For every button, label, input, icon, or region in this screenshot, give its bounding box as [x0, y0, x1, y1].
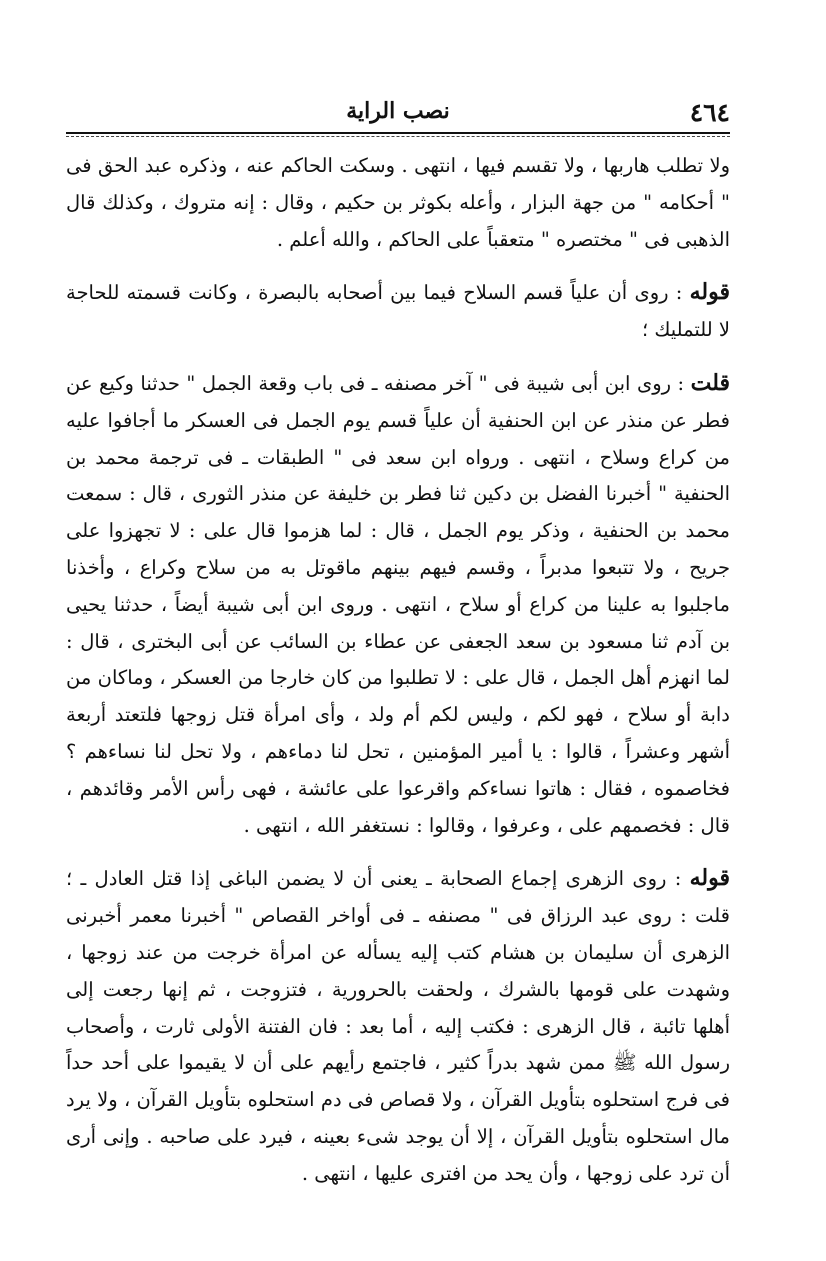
page-number: ٤٦٤	[689, 98, 730, 127]
header-rule-dashed	[66, 136, 730, 137]
paragraph-text: : روى الزهرى إجماع الصحابة ـ يعنى أن لا يضمن الباغى إذا قتل العادل ـ ؛ قلت : روى عبد الرزاق فى " مصنفه ـ فى أواخر القصاص " أخبرنا معمر أخبرنى الزهرى أن سليمان بن هشام كتب إليه يسأله عن امرأة خرجت من عند زوجها ، وشهدت على قومها بالشرك ، ولحقت بالحرورية ، فتزوجت ، ثم إنها رجعت إلى أهلها تائبة ، قال الزهرى : فكتب إليه ، أما بعد : فان الفتنة الأولى ثارت ، وأصحاب رسول الله ﷺ ممن شهد بدراً كثير ، فاجتمع رأيهم على أن لا يقيموا على أحد حداً فى فرج استحلوه بتأويل القرآن ، ولا قصاص فى دم استحلوه بتأويل القرآن ، ولا يرد مال استحلوه بتأويل القرآن ، إلا أن يوجد شىء بعينه ، فيرد على صاحبه . وإنى أرى أن ترد على زوجها ، وأن يحد من افترى عليها ، انتهى .	[66, 867, 730, 1185]
paragraph-lead: قلت	[690, 369, 730, 396]
paragraph-text: : روى ابن أبى شيبة فى " آخر مصنفه ـ فى باب وقعة الجمل " حدثنا وكيع عن فطر عن منذر عن ابن الحنفية أن علياً قسم يوم الجمل فى العسكر ما أجافوا عليه من كراع وسلاح ، انتهى . ورواه ابن سعد فى " الطبقات ـ فى ترجمة محمد بن الحنفية " أخبرنا الفضل بن دكين ثنا فطر بن خليفة عن منذر الثورى ، قال : سمعت محمد بن الحنفية ، وذكر يوم الجمل ، قال : لما هزموا قال على : لا تجهزوا على جريح ، ولا تتبعوا مدبراً ، وقسم فيهم بينهم ماقوتل به من سلاح وكراع ، وأخذنا ماجلبوا به علينا من كراع أو سلاح ، انتهى . وروى ابن أبى شيبة أيضاً ، حدثنا يحيى بن آدم ثنا مسعود بن سعد الجعفى عن عطاء بن السائب عن أبى البخترى ، قال : لما انهزم أهل الجمل ، قال على : لا تطلبوا من كان خارجا من العسكر ، وماكان من دابة أو سلاح ، فهو لكم ، وليس لكم أم ولد ، وأى امرأة قتل زوجها فلتعتد أربعة أشهر وعشراً ، قالوا : يا أمير المؤمنين ، تحل لنا دماءهم ، ولا تحل لنا نساءهم ؟ فخاصموه ، فقال : هاتوا نساءكم واقرعوا على عائشة ، فهى رأس الأمر وقائدهم ، قال : فخصمهم على ، وعرفوا ، وقالوا : نستغفر الله ، انتهى .	[66, 371, 730, 837]
paragraph-lead: قوله	[689, 279, 730, 306]
header-rule	[66, 132, 730, 138]
book-page	[66, 92, 730, 1209]
paragraph-lead: قوله	[689, 865, 730, 892]
paragraph-3	[66, 365, 730, 844]
paragraph-2	[66, 274, 730, 349]
paragraph-4	[66, 860, 730, 1192]
page-header	[66, 92, 730, 130]
paragraph-text: ولا تطلب هاربها ، ولا تقسم فيها ، انتهى . وسكت الحاكم عنه ، وذكره عبد الحق فى " أحكامه " من جهة البزار ، وأعله بكوثر بن حكيم ، وقال : إنه متروك ، وكذلك قال الذهبى فى " مختصره " متعقباً على الحاكم ، والله أعلم .	[66, 154, 730, 251]
header-rule-solid	[66, 132, 730, 134]
running-title: نصب الراية	[346, 98, 450, 124]
paragraph-text: : روى أن علياً قسم السلاح فيما بين أصحابه بالبصرة ، وكانت قسمته للحاجة لا للتمليك ؛	[66, 281, 730, 342]
paragraph-1	[66, 148, 730, 258]
